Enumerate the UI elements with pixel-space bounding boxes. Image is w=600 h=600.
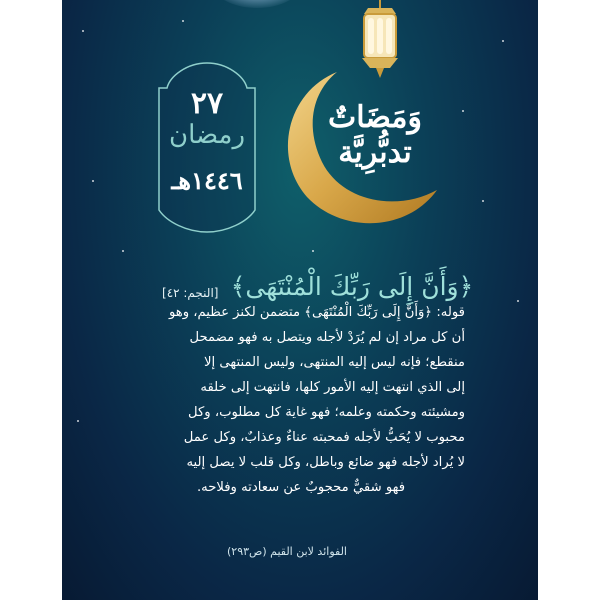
body-line: فهو شقيٌّ محجوبٌ عن سعادته وفلاحه.	[196, 480, 406, 495]
title-line-2: تدبُّرِيَّة	[338, 135, 412, 170]
body-line: أن كل مراد إن لم يُرَدْ لأجله ويتصل به فهو مضمحل	[189, 330, 465, 345]
verse-reference: [النجم: ٤٢]	[162, 286, 219, 300]
body-line: محبوب لا يُحَبُّ لأجله فمحبته عناءٌ وعذابٌ، وكل عمل	[183, 430, 465, 445]
body-line: إلى الذي انتهت إليه الأمور كلها، فانتهت إلى خلقه	[200, 380, 465, 395]
body-line: قوله: ﴿وَأَنَّ إِلَى رَبِّكَ الْمُنْتَهَى﴾ متضمن لكنز عظيم، وهو	[168, 305, 465, 320]
verse-text: ﴿وَأَنَّ إِلَى رَبِّكَ الْمُنْتَهَى﴾	[230, 272, 474, 301]
title-line-1: وَمَضَاتٌ	[328, 100, 422, 135]
body-line: ومشيئته وحكمته وعلمه؛ فهو غاية كل مطلوب، وكل	[188, 405, 465, 420]
poster-card	[62, 0, 538, 600]
date-day: ٢٧	[190, 86, 224, 121]
source-citation: الفوائد لابن القيم (ص٢٩٣)	[227, 545, 347, 558]
body-paragraph	[137, 300, 465, 500]
body-line: منقطع؛ فإنه ليس إليه المنتهى، وليس المنتهى إلا	[204, 355, 465, 370]
date-month: رمضان	[168, 120, 246, 150]
body-line: لا يُراد لأجله فهو ضائع وباطل، وكل قلب لا يصل إليه	[186, 455, 465, 470]
date-year: ١٤٤٦هـ	[171, 166, 243, 195]
moon-glow	[212, 0, 302, 8]
